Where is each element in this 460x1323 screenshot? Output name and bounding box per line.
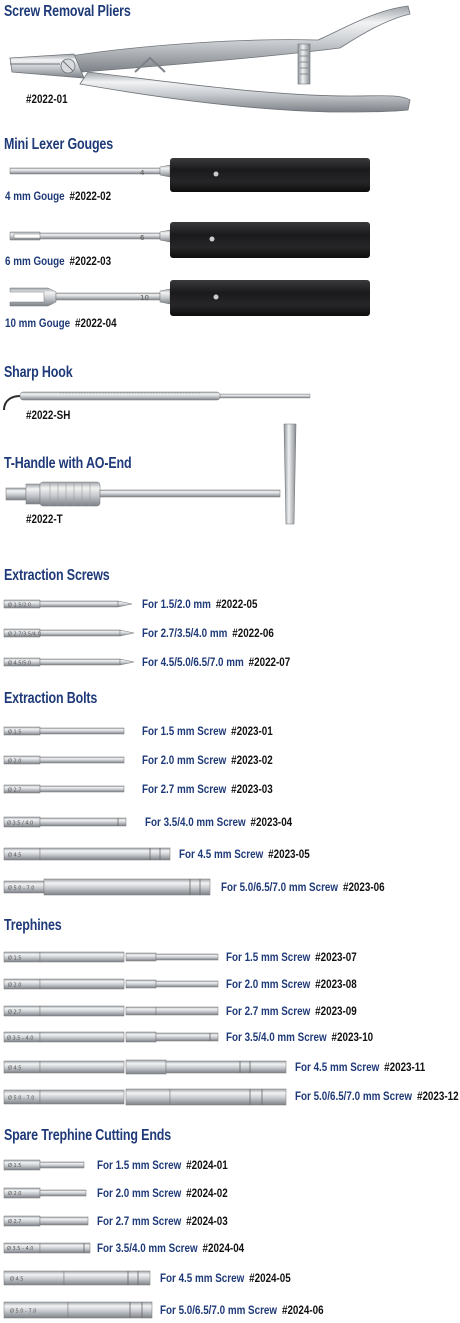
trephines-title: Trephines — [4, 917, 62, 934]
trephine-mark-4: Ø 3.5 - 4.0 — [7, 1035, 34, 1042]
trephine-label-4: For 3.5/4.0 mm Screw #2023-10 — [226, 1030, 374, 1044]
trephine-image-1 — [0, 948, 230, 966]
spare-label-6: For 5.0/6.5/7.0 mm Screw #2024-06 — [160, 1303, 324, 1317]
screw-image-1 — [0, 596, 140, 612]
screw-mark-3: Ø 4.5/5.0 — [8, 660, 32, 667]
bolt-mark-5: Ø 4.5 — [8, 852, 22, 859]
bolt-mark-2: Ø 2.0 — [8, 758, 22, 765]
trephine-label-3: For 2.7 mm Screw #2023-09 — [226, 1004, 357, 1018]
bolt-label-1: For 1.5 mm Screw #2023-01 — [142, 724, 273, 738]
hook-title: Sharp Hook — [4, 364, 73, 381]
trephine-image-4 — [0, 1028, 230, 1046]
screw-image-2 — [0, 625, 140, 641]
spare-image-6 — [0, 1299, 160, 1321]
screw-label-2: For 2.7/3.5/4.0 mm #2022-06 — [142, 626, 274, 640]
hook-code: #2022-SH — [26, 408, 71, 422]
screws-title: Extraction Screws — [4, 567, 110, 584]
screw-mark-1: Ø 1.5/2.0 — [8, 602, 32, 609]
bolt-mark-1: Ø 1.5 — [8, 729, 22, 736]
bolt-label-2: For 2.0 mm Screw #2023-02 — [142, 753, 273, 767]
trephine-mark-2: Ø 2.0 — [8, 982, 22, 989]
spare-mark-3: Ø 2.7 — [8, 1219, 22, 1225]
spare-mark-1: Ø 1.5 — [8, 1163, 22, 1169]
bolt-image-5 — [0, 844, 180, 864]
pliers-code: #2022-01 — [26, 92, 68, 106]
gouge-label-1: 4 mm Gouge #2022-02 — [5, 189, 112, 203]
spare-mark-6: Ø 5.0 - 7.0 — [10, 1308, 37, 1315]
trephine-label-1: For 1.5 mm Screw #2023-07 — [226, 950, 357, 964]
gouge-mark-1: 4 — [140, 169, 145, 177]
trephine-mark-1: Ø 1.5 — [8, 955, 22, 962]
trephine-image-5 — [0, 1057, 300, 1077]
screw-mark-2: Ø 2.7/3.5/4.0 — [8, 631, 41, 638]
gouge-mark-2: 6 — [140, 234, 145, 242]
gouges-title: Mini Lexer Gouges — [4, 136, 114, 153]
bolt-image-2 — [0, 752, 140, 768]
screw-label-1: For 1.5/2.0 mm #2022-05 — [142, 597, 258, 611]
spare-mark-4: Ø 3.5 - 4.0 — [7, 1246, 34, 1252]
trephine-image-6 — [0, 1086, 300, 1108]
trephine-image-3 — [0, 1002, 230, 1020]
trephine-mark-5: Ø 4.5 — [8, 1065, 22, 1072]
pliers-title: Screw Removal Pliers — [4, 3, 131, 20]
bolt-label-3: For 2.7 mm Screw #2023-03 — [142, 782, 273, 796]
trephine-label-6: For 5.0/6.5/7.0 mm Screw #2023-12 — [295, 1089, 459, 1103]
gouge-label-2: 6 mm Gouge #2022-03 — [5, 254, 112, 268]
pliers-image — [0, 0, 460, 120]
bolt-image-6 — [0, 876, 220, 898]
bolts-title: Extraction Bolts — [4, 690, 98, 707]
trephine-image-2 — [0, 975, 230, 993]
screw-label-3: For 4.5/5.0/6.5/7.0 mm #2022-07 — [142, 655, 291, 669]
spare-label-3: For 2.7 mm Screw #2024-03 — [97, 1214, 228, 1228]
gouge-label-3: 10 mm Gouge #2022-04 — [5, 316, 117, 330]
bolt-image-3 — [0, 781, 140, 797]
bolt-label-6: For 5.0/6.5/7.0 mm Screw #2023-06 — [221, 880, 385, 894]
trephine-mark-3: Ø 2.7 — [8, 1009, 22, 1016]
thandle-code: #2022-T — [26, 512, 63, 526]
bolt-image-1 — [0, 723, 140, 739]
spare-image-1 — [0, 1157, 100, 1173]
spare-image-4 — [0, 1240, 100, 1256]
spare-image-2 — [0, 1185, 100, 1201]
bolt-image-4 — [0, 813, 140, 831]
spare-label-1: For 1.5 mm Screw #2024-01 — [97, 1158, 228, 1172]
bolt-label-5: For 4.5 mm Screw #2023-05 — [179, 847, 310, 861]
bolt-mark-4: Ø 3.5 / 4.0 — [7, 820, 34, 827]
spare-mark-2: Ø 2.0 — [8, 1191, 22, 1197]
spare-title: Spare Trephine Cutting Ends — [4, 1127, 172, 1144]
spare-image-5 — [0, 1268, 160, 1288]
gouge-mark-3: 10 — [140, 294, 149, 302]
spare-mark-5: Ø 4.5 — [10, 1276, 24, 1283]
thandle-title: T-Handle with AO-End — [4, 455, 132, 472]
trephine-label-5: For 4.5 mm Screw #2023-11 — [295, 1060, 426, 1074]
trephine-mark-6: Ø 5.0 - 7.0 — [8, 1095, 35, 1102]
screw-image-3 — [0, 654, 140, 670]
bolt-label-4: For 3.5/4.0 mm Screw #2023-04 — [145, 815, 293, 829]
spare-label-4: For 3.5/4.0 mm Screw #2024-04 — [97, 1241, 245, 1255]
spare-label-2: For 2.0 mm Screw #2024-02 — [97, 1186, 228, 1200]
spare-label-5: For 4.5 mm Screw #2024-05 — [160, 1271, 291, 1285]
trephine-label-2: For 2.0 mm Screw #2023-08 — [226, 977, 357, 991]
bolt-mark-3: Ø 2.7 — [8, 787, 22, 794]
bolt-mark-6: Ø 5.0 - 7.0 — [8, 885, 35, 892]
spare-image-3 — [0, 1213, 100, 1229]
